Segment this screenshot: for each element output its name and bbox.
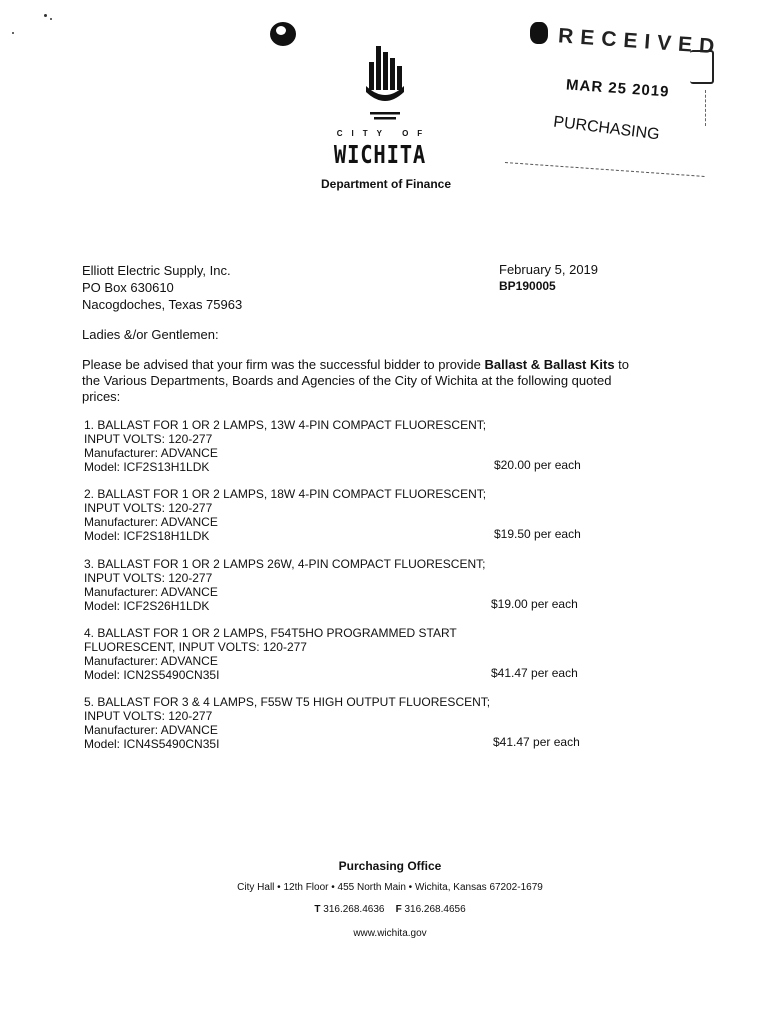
intro-text-end: to [614, 357, 630, 372]
city-name-wordmark: WICHITA [333, 140, 427, 169]
scan-speck [50, 18, 52, 20]
city-logo-icon [362, 46, 408, 122]
salutation: Ladies &/or Gentlemen: [82, 327, 219, 342]
received-stamp-department: PURCHASING [552, 113, 661, 144]
stamp-border [690, 50, 714, 84]
item-description: 1. BALLAST FOR 1 OR 2 LAMPS, 13W 4-PIN COMPACT FLUORESCENT; [84, 418, 487, 432]
scan-speck [44, 14, 47, 17]
stamp-dashed-rule [505, 162, 705, 177]
scan-speck [12, 32, 14, 34]
item-input-volts: INPUT VOLTS: 120-277 [84, 709, 213, 723]
letter-date: February 5, 2019 [499, 262, 599, 277]
recipient-address-line2: Nacogdoches, Texas 75963 [82, 297, 243, 312]
bid-reference: BP190005 [499, 279, 556, 293]
item-description: 3. BALLAST FOR 1 OR 2 LAMPS 26W, 4-PIN COMPACT FLUORESCENT; [84, 557, 486, 571]
item-input-volts: INPUT VOLTS: 120-277 [84, 571, 213, 585]
item-manufacturer: Manufacturer: ADVANCE [84, 585, 218, 599]
footer-address: City Hall • 12th Floor • 455 North Main • Wichita, Kansas 67202-1679 [237, 882, 543, 893]
item-price: $41.47 per each [493, 735, 580, 749]
item-price: $19.00 per each [491, 597, 578, 611]
item-price: $20.00 per each [494, 458, 581, 472]
fax-label: F [395, 904, 402, 915]
item-model: Model: ICF2S18H1LDK [84, 529, 210, 543]
city-of-label: CITY OF [336, 129, 432, 138]
footer-contact [240, 904, 540, 915]
intro-text: Please be advised that your firm was the successful bidder to provide [82, 357, 485, 372]
item-description-cont: FLUORESCENT, INPUT VOLTS: 120-277 [84, 640, 307, 654]
phone-number: 316.268.4636 [323, 904, 385, 915]
item-price: $19.50 per each [494, 527, 581, 541]
item-manufacturer: Manufacturer: ADVANCE [84, 515, 218, 529]
item-manufacturer: Manufacturer: ADVANCE [84, 446, 218, 460]
item-description: 2. BALLAST FOR 1 OR 2 LAMPS, 18W 4-PIN COMPACT FLUORESCENT; [84, 487, 487, 501]
item-manufacturer: Manufacturer: ADVANCE [84, 654, 218, 668]
footer-office-title: Purchasing Office [338, 859, 442, 873]
item-model: Model: ICN4S5490CN35I [84, 737, 220, 751]
item-manufacturer: Manufacturer: ADVANCE [84, 723, 218, 737]
intro-line3: prices: [82, 389, 121, 404]
recipient-address-line1: PO Box 630610 [82, 280, 174, 295]
item-input-volts: INPUT VOLTS: 120-277 [84, 432, 213, 446]
stamp-ink-blot [530, 22, 548, 44]
stamp-dashed-edge [705, 90, 706, 126]
footer-website: www.wichita.gov [353, 928, 427, 939]
fax-number: 316.268.4656 [404, 904, 466, 915]
item-price: $41.47 per each [491, 666, 578, 680]
item-description: 5. BALLAST FOR 3 & 4 LAMPS, F55W T5 HIGH OUTPUT FLUORESCENT; [84, 695, 491, 709]
item-model: Model: ICF2S26H1LDK [84, 599, 210, 613]
item-input-volts: INPUT VOLTS: 120-277 [84, 501, 213, 515]
punch-hole-mark [270, 22, 296, 46]
item-model: Model: ICN2S5490CN35I [84, 668, 220, 682]
intro-line2: the Various Departments, Boards and Agencies of the City of Wichita at the following quoted [82, 373, 612, 388]
phone-label: T [314, 904, 321, 915]
item-model: Model: ICF2S13H1LDK [84, 460, 210, 474]
awarded-item-name: Ballast & Ballast Kits [484, 357, 615, 372]
intro-line1 [82, 357, 629, 373]
received-stamp-label: RECEIVED [557, 24, 722, 59]
item-description: 4. BALLAST FOR 1 OR 2 LAMPS, F54T5HO PROGRAMMED START [84, 626, 457, 640]
department-name: Department of Finance [320, 177, 452, 191]
recipient-name: Elliott Electric Supply, Inc. [82, 263, 231, 278]
received-stamp-date: MAR 25 2019 [565, 76, 671, 101]
